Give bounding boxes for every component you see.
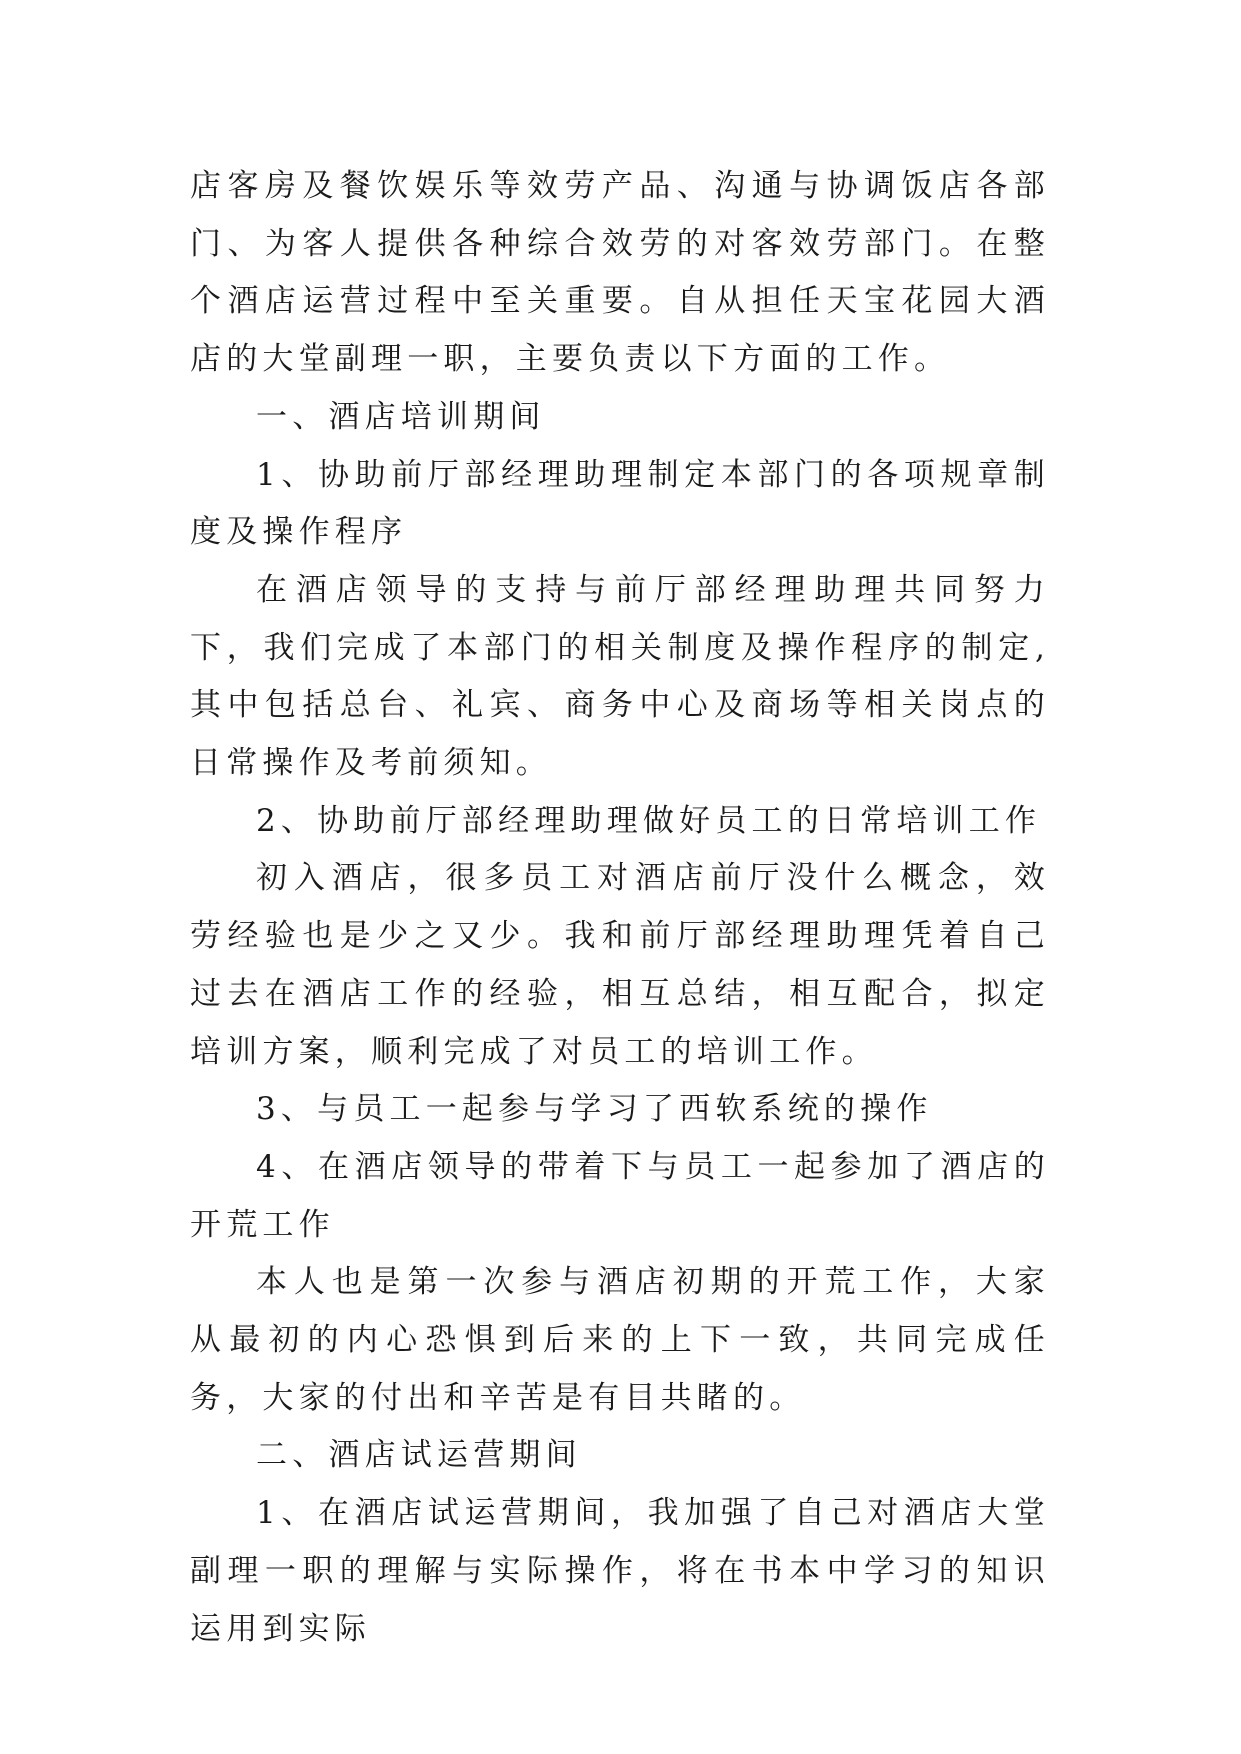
body-paragraph: 在酒店领导的支持与前厅部经理助理共同努力下，我们完成了本部门的相关制度及操作程序的制定,其中包括总台、礼宾、商务中心及商场等相关岗点的日常操作及考前须知。: [190, 571, 1050, 782]
list-item-heading: 1、协助前厅部经理助理制定本部门的各项规章制度及操作程序: [190, 456, 1050, 551]
body-paragraph: 店客房及餐饮娱乐等效劳产品、沟通与协调饭店各部门、为客人提供各种综合效劳的对客效劳部门。在整个酒店运营过程中至关重要。自从担任天宝花园大酒店的大堂副理一职，主要负责以下方面的工作。: [190, 168, 1050, 378]
list-item-heading: 3、与员工一起参与学习了西软系统的操作: [256, 1091, 933, 1128]
document-page: [190, 158, 1050, 1658]
section-heading: 二、酒店试运营期间: [256, 1437, 582, 1474]
body-paragraph: 本人也是第一次参与酒店初期的开荒工作，大家从最初的内心恐惧到后来的上下一致，共同完成任务，大家的付出和辛苦是有目共睹的。: [190, 1264, 1050, 1416]
list-item-heading: 2、协助前厅部经理助理做好员工的日常培训工作: [256, 802, 1042, 839]
list-item-heading: 4、在酒店领导的带着下与员工一起参加了酒店的开荒工作: [190, 1148, 1050, 1243]
body-paragraph: 初入酒店，很多员工对酒店前厅没什么概念，效劳经验也是少之又少。我和前厅部经理助理凭着自己过去在酒店工作的经验，相互总结，相互配合，拟定培训方案，顺利完成了对员工的培训工作。: [190, 860, 1050, 1070]
section-heading: 一、酒店培训期间: [256, 398, 546, 435]
list-item-heading: 1、在酒店试运营期间，我加强了自己对酒店大堂副理一职的理解与实际操作，将在书本中学习的知识运用到实际: [190, 1495, 1050, 1647]
